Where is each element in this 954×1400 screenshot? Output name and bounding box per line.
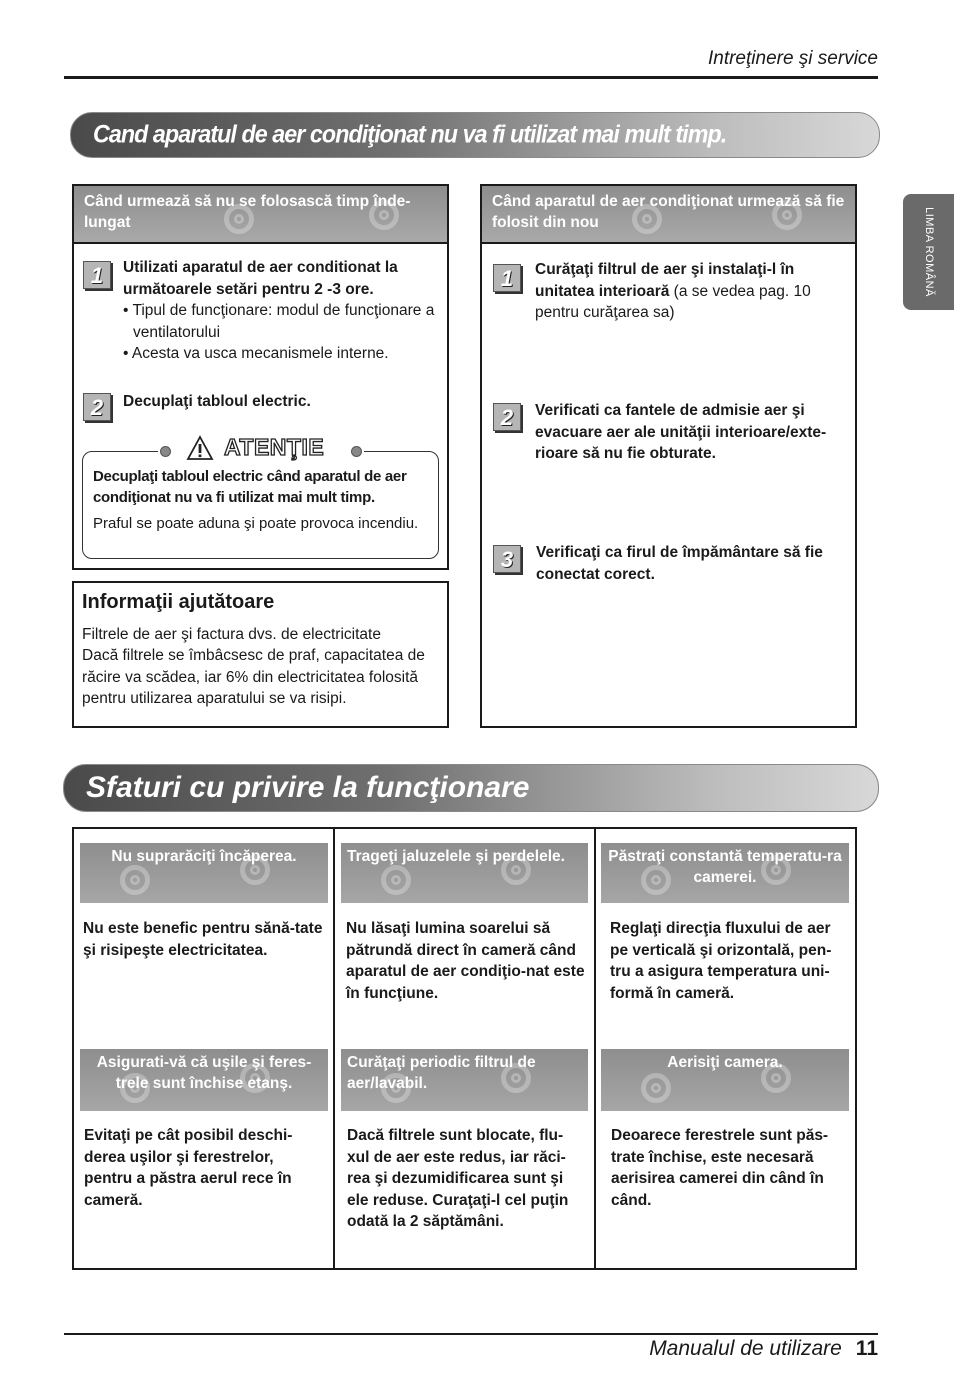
helpful-info-line-1: Filtrele de aer şi factura dvs. de electricitate xyxy=(82,626,381,643)
language-side-tab xyxy=(903,194,954,310)
swirl-decoration-icon xyxy=(120,865,150,895)
tip-5-title: Curăţaţi periodic filtrul de aer/lavabil. xyxy=(347,1054,536,1092)
long-storage-box-header xyxy=(74,186,447,244)
right-step-1-bold: Curăţaţi filtrul de aer şi instalaţi-l în unitatea interioară xyxy=(535,261,795,300)
language-tab-label: LIMBA ROMÂNĂ xyxy=(922,207,935,297)
storage-section-banner xyxy=(70,112,880,158)
caution-text: Praful se poate aduna şi poate provoca incendiu. xyxy=(93,515,419,532)
tips-section-banner xyxy=(63,764,879,812)
left-step-1-title: Utilizati aparatul de aer conditionat la următoarele setări pentru 2 -3 ore. xyxy=(123,259,398,298)
footer-manual-title: Manualul de utilizare xyxy=(649,1337,842,1360)
helpful-info-line-2: Dacă filtrele se îmbâcsesc de praf, capacitatea de răcire va scădea, iar 6% din electricitatea folosită pentru utilizarea aparatului se va risipi. xyxy=(82,647,425,707)
tip-5-body: Dacă filtrele sunt blocate, flu-xul de aer este redus, iar răci-rea şi dezumidificarea sunt şi ele reduse. Curaţaţi-l cel puţin odată la 2 săptămâni. xyxy=(347,1127,569,1230)
tip-5-header xyxy=(341,1049,588,1111)
left-step-1-bullet-2: • Acesta va usca mecanismele interne. xyxy=(123,345,389,362)
tips-section-title: Sfaturi cu privire la funcţionare xyxy=(86,771,530,804)
right-step-1-text xyxy=(535,259,843,324)
caution-bold-text: Decuplaţi tabloul electric când aparatul de aer condiţionat nu va fi utilizat mai mult timp. xyxy=(93,468,407,506)
left-step-2-title: Decuplaţi tabloul electric. xyxy=(123,393,311,410)
caution-dot-right xyxy=(351,446,362,457)
step-2-badge: 2 xyxy=(493,403,521,431)
page-footer xyxy=(560,1337,878,1361)
tips-grid-divider xyxy=(594,827,596,1270)
caution-label: ATENŢIE xyxy=(224,434,325,460)
tip-6-body: Deoarece ferestrele sunt păs-trate închise, este necesară aerisirea camerei din când în când. xyxy=(611,1127,829,1209)
tip-4-body: Evitaţi pe cât posibil deschi-derea uşilor şi ferestrelor, pentru a păstra aerul rece în cameră. xyxy=(84,1127,293,1209)
step-1-badge: 1 xyxy=(83,261,111,289)
helpful-info-title: Informaţii ajutătoare xyxy=(82,591,275,613)
warning-triangle-icon xyxy=(186,435,214,461)
header-rule xyxy=(64,76,878,79)
tip-2-title: Trageţi jaluzelele şi perdelele. xyxy=(347,848,565,865)
swirl-decoration-icon xyxy=(641,1073,671,1103)
tip-1-body: Nu este benefic pentru sănă-tate şi risipeşte electricitatea. xyxy=(83,920,323,959)
tip-3-header xyxy=(601,843,849,903)
left-step-1-bullet-1: • Tipul de funcţionare: modul de funcţionare a ventilatorului xyxy=(123,302,435,341)
tip-4-title: Asigurati-vă că uşile şi feres-trele sunt închise etanş. xyxy=(96,1054,312,1092)
reuse-box-header xyxy=(482,186,855,244)
tip-4-header xyxy=(80,1049,328,1111)
right-step-2-text: Verificati ca fantele de admisie aer şi evacuare aer ale unităţii interioare/exte-rioare să nu fie obturate. xyxy=(535,402,827,462)
tip-2-header xyxy=(341,843,588,903)
swirl-decoration-icon xyxy=(381,865,411,895)
storage-section-title: Cand aparatul de aer condiţionat nu va fi utilizat mai mult timp. xyxy=(93,120,727,149)
page-number: 11 xyxy=(855,1337,878,1360)
footer-rule xyxy=(64,1333,878,1335)
tip-3-body: Reglaţi direcţia fluxului de aer pe verticală şi orizontală, pen-tru a asigura temperatura uni-formă în cameră. xyxy=(610,920,832,1002)
page-header-section: Intreţinere şi service xyxy=(707,48,878,69)
tip-1-header xyxy=(80,843,328,903)
caution-dot-left xyxy=(160,446,171,457)
right-step-3-text: Verificaţi ca firul de împământare să fie conectat corect. xyxy=(536,544,823,583)
tip-3-title: Păstraţi constantă temperatu-ra camerei. xyxy=(608,848,842,886)
tip-1-title: Nu suprarăciţi încăperea. xyxy=(111,848,297,865)
step-3-badge: 3 xyxy=(493,545,521,573)
tips-grid-divider xyxy=(333,827,335,1270)
step-1-badge: 1 xyxy=(493,264,521,292)
right-step-1-normal: (a se vedea pag. 10 pentru curăţarea sa) xyxy=(535,282,811,321)
long-storage-box-title: Când urmează să nu se folosască timp înde-lungat xyxy=(84,193,411,231)
tip-6-title: Aerisiţi camera. xyxy=(667,1054,783,1071)
tip-2-body: Nu lăsaţi lumina soarelui să pătrundă direct în cameră când aparatul de aer condiţio-nat este în funcţiune. xyxy=(346,920,585,1002)
step-2-badge: 2 xyxy=(83,393,111,421)
reuse-box-title: Când aparatul de aer condiţionat urmează să fie folosit din nou xyxy=(492,193,845,231)
tip-6-header xyxy=(601,1049,849,1111)
